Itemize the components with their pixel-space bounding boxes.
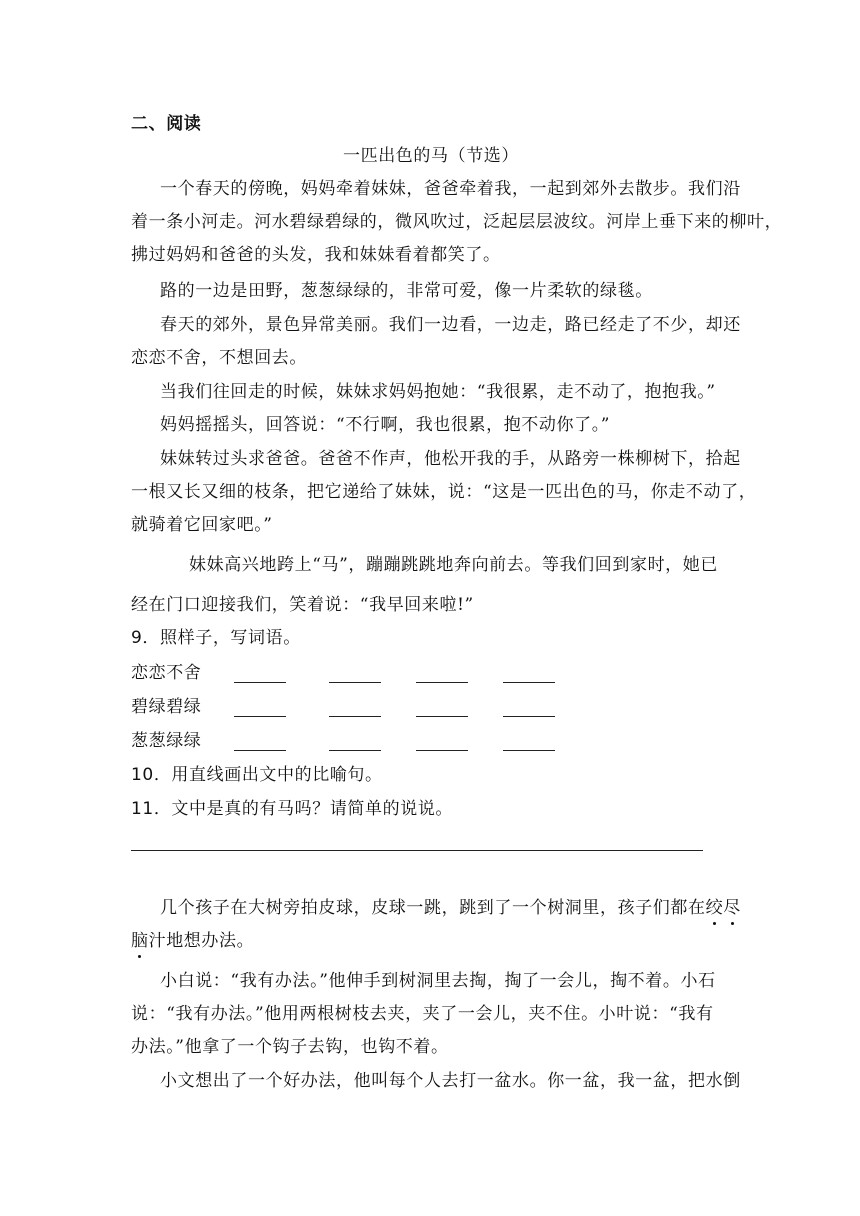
passage-line: 妹妹高兴地跨上“马”，蹦蹦跳跳地奔向前去。等我们回到家时，她已 <box>189 555 718 575</box>
answer-blank[interactable] <box>329 750 381 751</box>
answer-blank[interactable] <box>234 716 286 717</box>
answer-blank[interactable] <box>416 716 468 717</box>
passage-line: 说：“我有办法。”他用两根树枝去夹，夹了一会儿，夹不住。小叶说：“我有 <box>131 1004 714 1024</box>
passage-line <box>131 930 254 952</box>
passage-line: 办法。”他拿了一个钩子去钩，也钩不着。 <box>131 1037 449 1057</box>
passage-line <box>160 897 741 919</box>
example-word-2: 碧绿碧绿 <box>131 697 202 717</box>
answer-blank[interactable] <box>503 716 555 717</box>
passage-title: 一匹出色的马（节选） <box>343 146 519 166</box>
passage-text: 几个孩子在大树旁拍皮球，皮球一跳，跳到了一个树洞里，孩子们都在 <box>160 898 706 918</box>
passage-line: 着一条小河走。河水碧绿碧绿的，微风吹过，泛起层层波纹。河岸上垂下来的柳叶， <box>131 212 783 232</box>
section-heading: 二、阅读 <box>131 114 202 134</box>
passage-line: 春天的郊外，景色异常美丽。我们一边看，一边走，路已经走了不少，却还 <box>160 315 741 335</box>
answer-blank[interactable] <box>416 682 468 683</box>
answer-blank[interactable] <box>416 750 468 751</box>
passage-line: 小文想出了一个好办法，他叫每个人去打一盆水。你一盆，我一盆，把水倒 <box>160 1071 741 1091</box>
example-word-3: 葱葱绿绿 <box>131 731 202 751</box>
passage-line: 妹妹转过头求爸爸。爸爸不作声，他松开我的手，从路旁一株柳树下，拾起 <box>160 449 741 469</box>
answer-line[interactable] <box>131 850 703 851</box>
passage-line: 恋恋不舍，不想回去。 <box>131 348 307 368</box>
answer-blank[interactable] <box>329 716 381 717</box>
example-word-1: 恋恋不舍 <box>131 663 202 683</box>
question-9-prompt: 9．照样子，写词语。 <box>131 628 301 648</box>
answer-blank[interactable] <box>503 682 555 683</box>
passage-line: 小白说：“我有办法。”他伸手到树洞里去掏，掏了一会儿，掏不着。小石 <box>160 971 716 991</box>
answer-blank[interactable] <box>329 682 381 683</box>
passage-line: 一个春天的傍晚，妈妈牵着妹妹，爸爸牵着我，一起到郊外去散步。我们沿 <box>160 179 741 199</box>
emphasized-char: 绞 <box>705 898 724 918</box>
passage-line: 就骑着它回家吧。” <box>131 515 273 535</box>
answer-blank[interactable] <box>234 682 286 683</box>
question-11-prompt: 11．文中是真的有马吗？请简单的说说。 <box>131 799 454 819</box>
answer-blank[interactable] <box>234 750 286 751</box>
question-10-prompt: 10．用直线画出文中的比喻句。 <box>131 765 383 785</box>
passage-line: 妈妈摇摇头，回答说：“不行啊，我也很累，抱不动你了。” <box>160 415 611 435</box>
answer-blank[interactable] <box>503 750 555 751</box>
passage-line: 经在门口迎接我们，笑着说：“我早回来啦!” <box>131 595 474 615</box>
passage-text: 汁地想办法。 <box>148 931 255 951</box>
passage-line: 当我们往回走的时候，妹妹求妈妈抱她：“我很累，走不动了，抱抱我。” <box>160 382 716 402</box>
passage-line: 一根又长又细的枝条，把它递给了妹妹，说：“这是一匹出色的马，你走不动了， <box>131 482 757 502</box>
emphasized-char: 尽 <box>723 898 741 918</box>
passage-line: 路的一边是田野，葱葱绿绿的，非常可爱，像一片柔软的绿毯。 <box>160 281 653 301</box>
passage-line: 拂过妈妈和爸爸的头发，我和妹妹看着都笑了。 <box>131 245 501 265</box>
emphasized-char: 脑 <box>131 931 149 951</box>
